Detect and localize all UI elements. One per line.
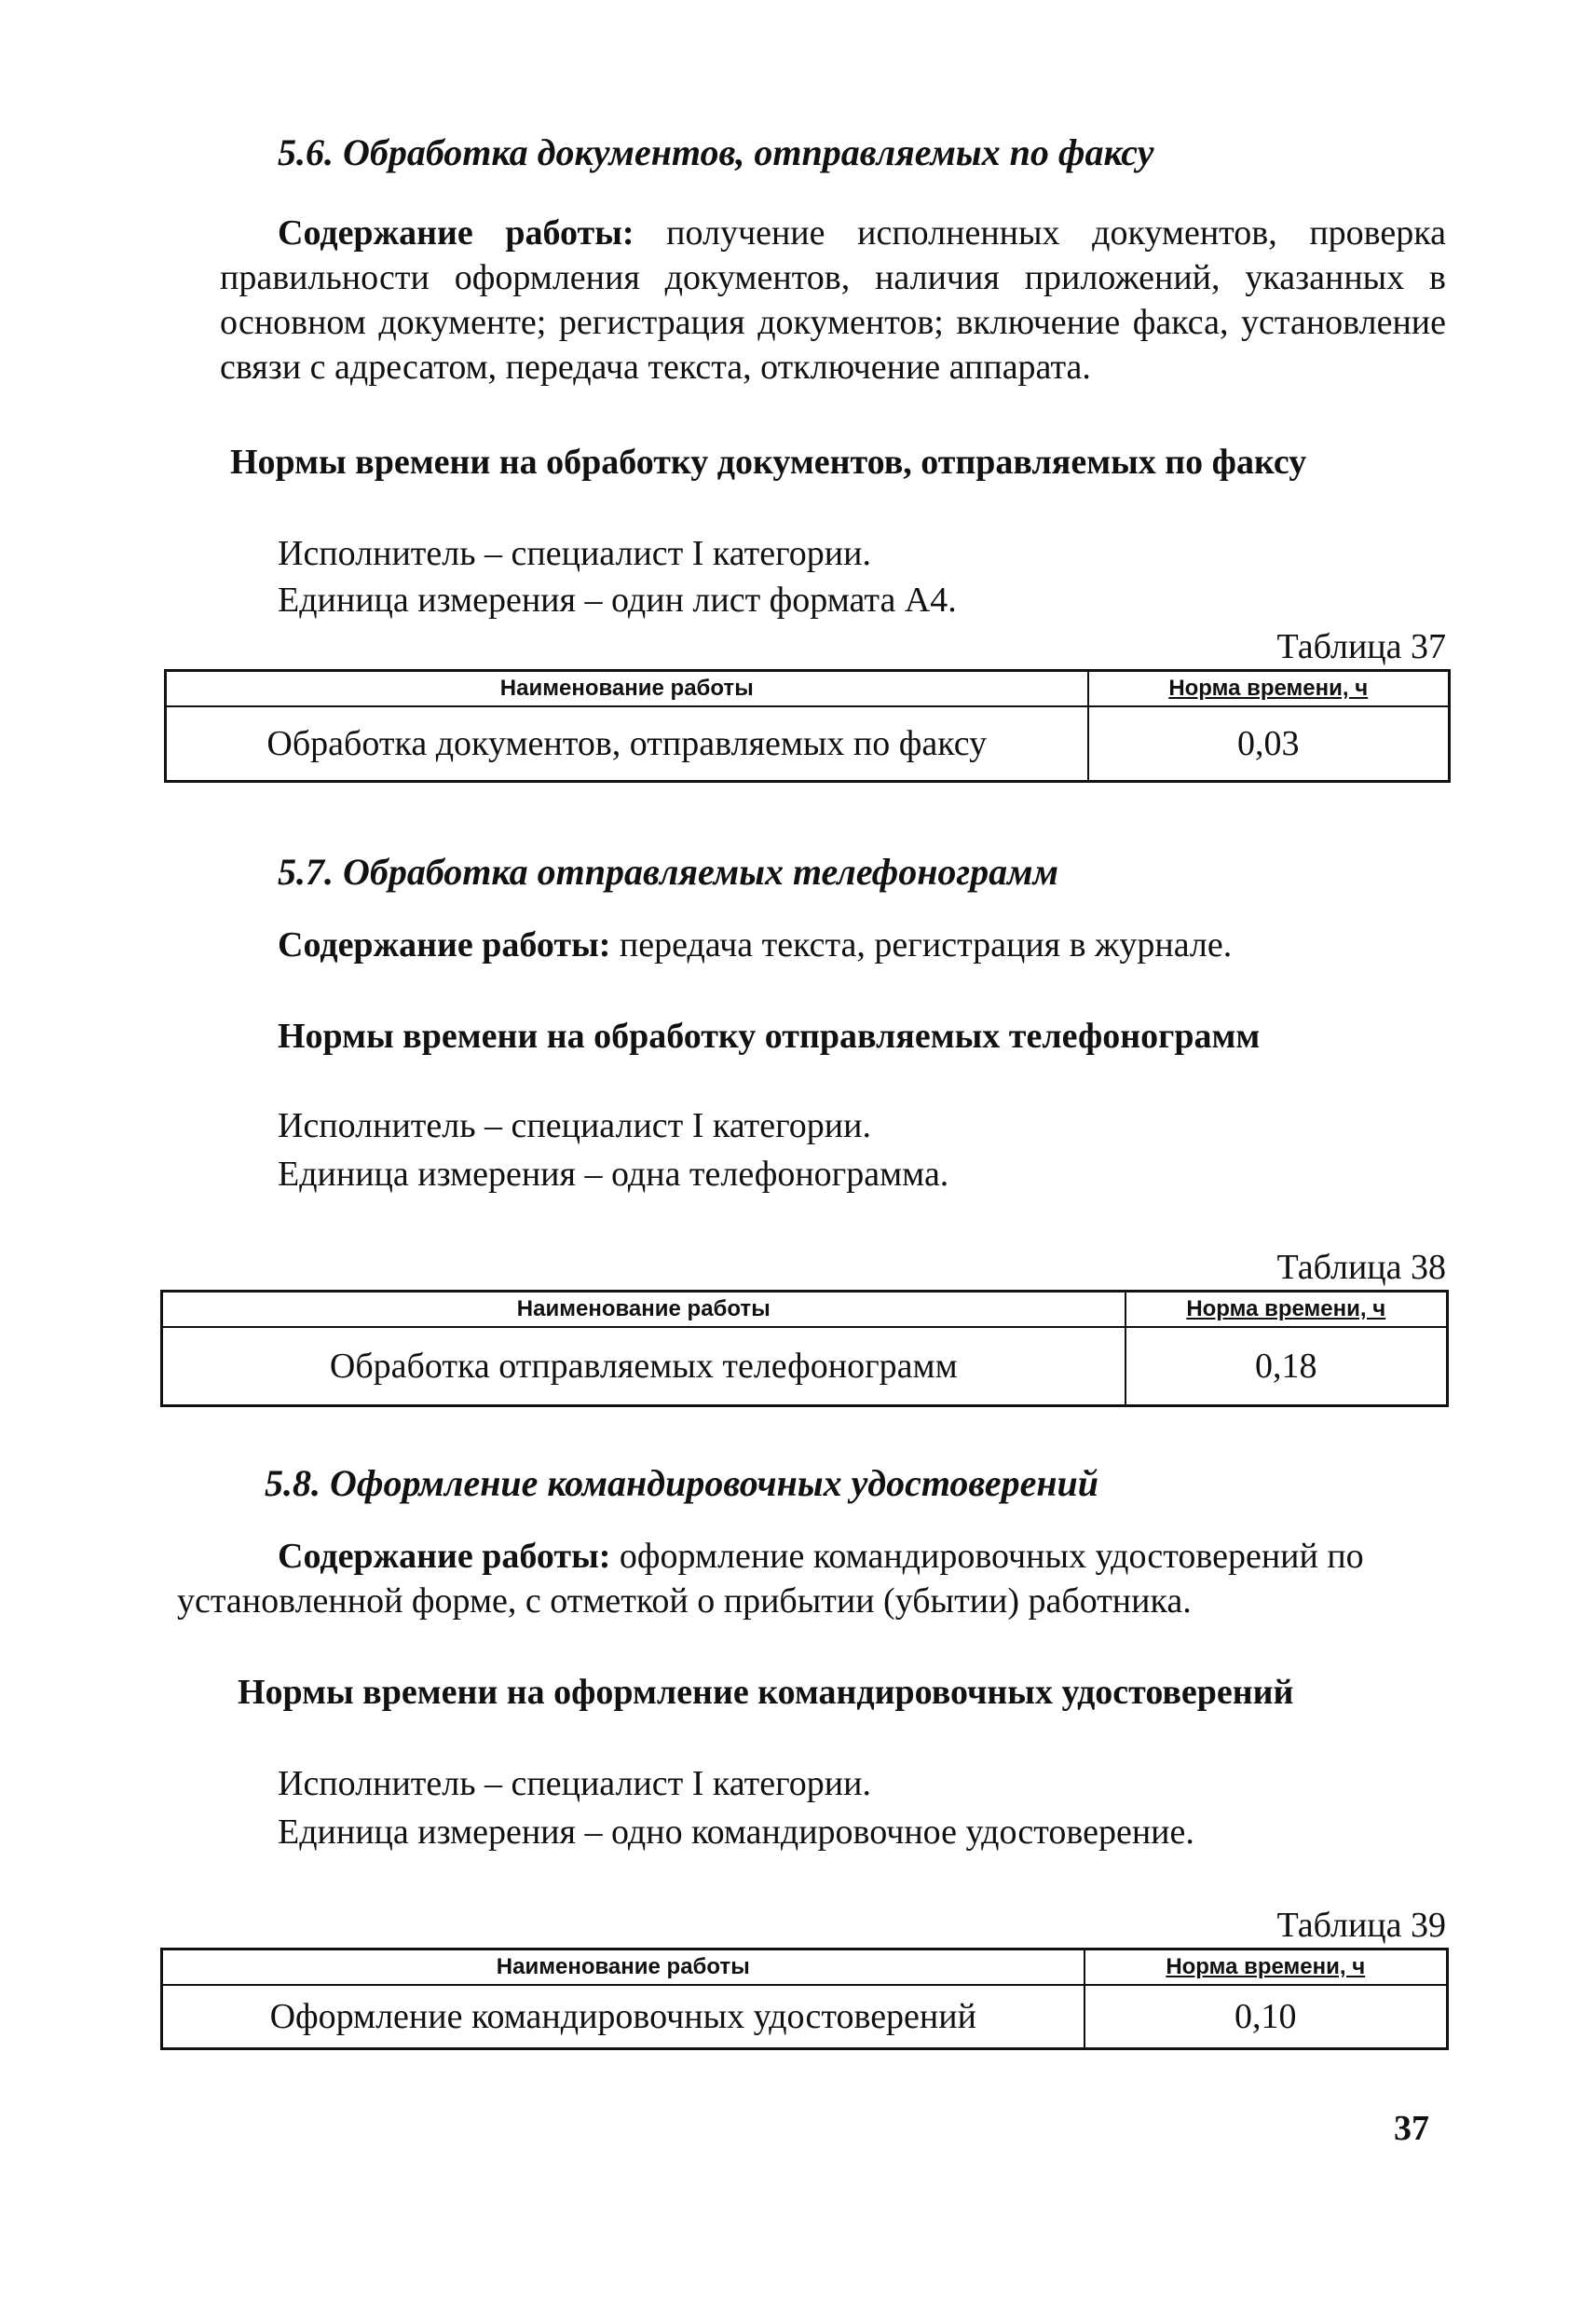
norm-title-5-7: Нормы времени на обработку отправляемых телефонограмм	[278, 1017, 1261, 1056]
table-caption-38: Таблица 38	[1276, 1248, 1446, 1287]
cell-work-name: Оформление командировочных удостоверений	[162, 1985, 1084, 2049]
content-label: Содержание работы:	[278, 1537, 611, 1576]
header-time-norm: Норма времени, ч	[1125, 1292, 1448, 1328]
norm-table-39	[160, 1948, 1449, 2050]
unit-line: Единица измерения – одна телефонограмма.	[278, 1155, 949, 1194]
content-paragraph-5-7	[278, 923, 1448, 967]
executor-line: Исполнитель – специалист I категории.	[278, 534, 871, 573]
norm-title-5-6: Нормы времени на обработку документов, отправляемых по факсу	[230, 443, 1307, 482]
content-text: оформление командировочных удостоверений по установленной форме, с отметкой о прибытии (убытии) работника.	[177, 1537, 1364, 1621]
unit-line: Единица измерения – одно командировочное удостоверение.	[278, 1813, 1194, 1852]
cell-time-norm: 0,03	[1088, 706, 1450, 782]
content-paragraph-5-8	[177, 1534, 1416, 1623]
header-time-norm: Норма времени, ч	[1088, 671, 1450, 707]
section-title-5-7: 5.7. Обработка отправляемых телефонограмм	[278, 851, 1058, 893]
cell-time-norm: 0,18	[1125, 1327, 1448, 1406]
section-title-5-6: 5.6. Обработка документов, отправляемых по факсу	[278, 131, 1154, 173]
cell-work-name: Обработка документов, отправляемых по факсу	[166, 706, 1088, 782]
content-label: Содержание работы:	[278, 213, 634, 253]
norm-title-5-8: Нормы времени на оформление командировочных удостоверений	[238, 1673, 1294, 1712]
content-text: получение исполненных документов, проверка правильности оформления документов, наличия приложений, указанных в основном документе; регистрация документов; включение факса, установление связи с адресатом, передача текста, отключение аппарата.	[220, 213, 1447, 387]
table-row	[162, 1985, 1448, 2049]
table-row	[166, 706, 1450, 782]
header-work-name: Наименование работы	[166, 671, 1088, 707]
executor-line: Исполнитель – специалист I категории.	[278, 1106, 871, 1145]
content-paragraph-5-6	[220, 211, 1446, 390]
page-number: 37	[1394, 2109, 1429, 2148]
norm-table-37	[164, 669, 1451, 783]
table-caption-39: Таблица 39	[1276, 1906, 1446, 1945]
table-caption-37: Таблица 37	[1276, 627, 1446, 666]
section-title-5-8: 5.8. Оформление командировочных удостоверений	[265, 1462, 1099, 1504]
cell-work-name: Обработка отправляемых телефонограмм	[162, 1327, 1125, 1406]
table-row	[162, 1327, 1448, 1406]
norm-table-38	[160, 1290, 1449, 1407]
cell-time-norm: 0,10	[1084, 1985, 1448, 2049]
table-header-row	[162, 1292, 1448, 1328]
table-header-row	[162, 1949, 1448, 1986]
header-time-norm: Норма времени, ч	[1084, 1949, 1448, 1986]
header-work-name: Наименование работы	[162, 1949, 1084, 1986]
executor-line: Исполнитель – специалист I категории.	[278, 1764, 871, 1803]
unit-line: Единица измерения – один лист формата А4.	[278, 581, 957, 620]
header-work-name: Наименование работы	[162, 1292, 1125, 1328]
content-text: передача текста, регистрация в журнале.	[619, 925, 1233, 964]
content-label: Содержание работы:	[278, 925, 611, 964]
table-header-row	[166, 671, 1450, 707]
